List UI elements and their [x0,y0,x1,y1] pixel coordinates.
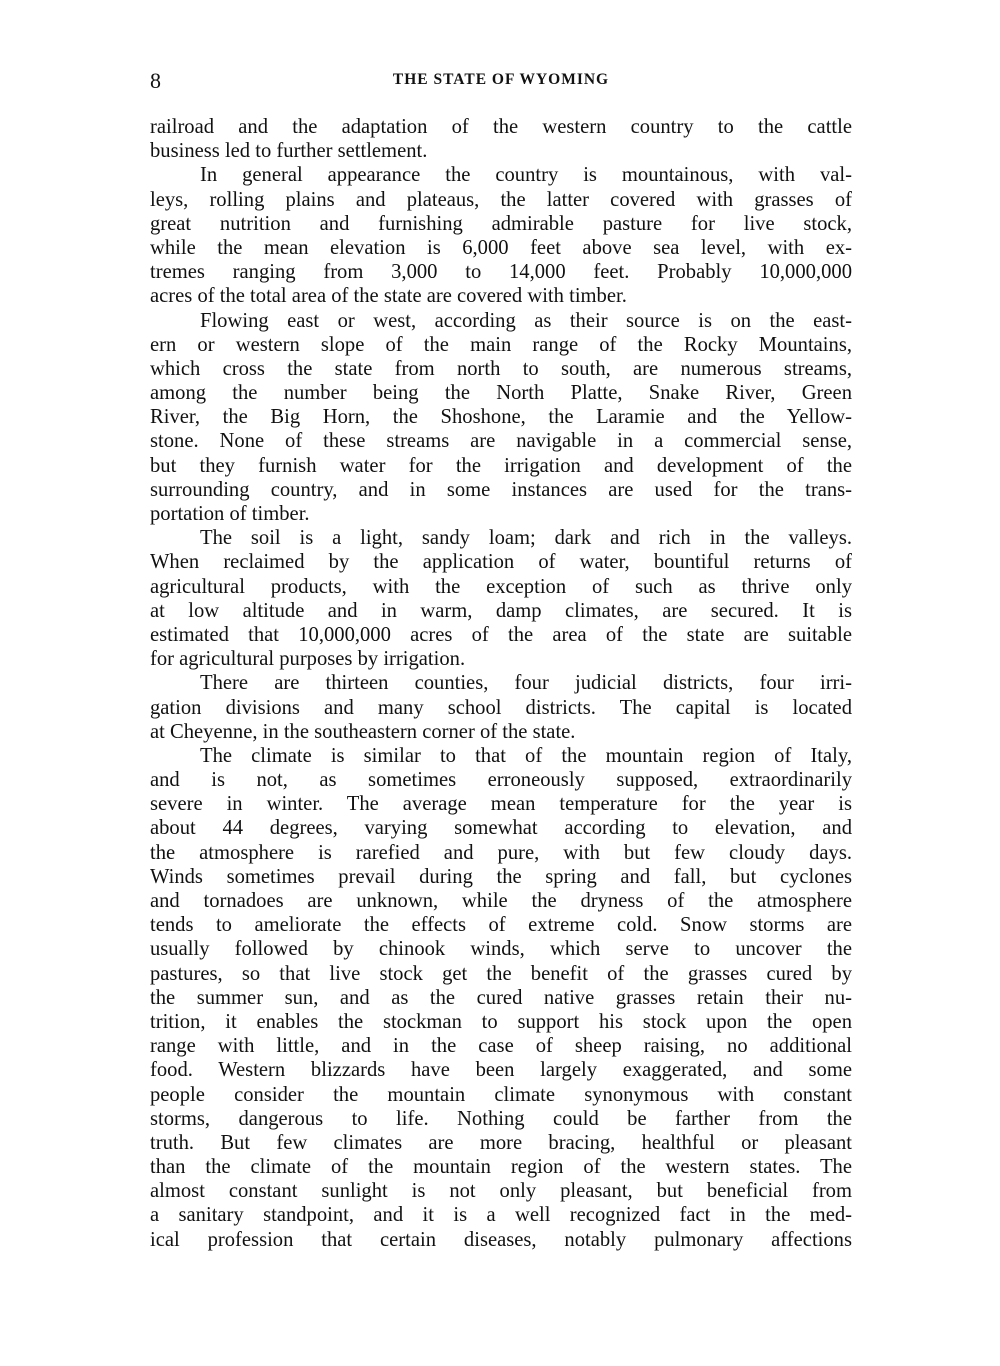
text-line: stone. None of these streams are navigable in a commercial sense, [150,430,852,453]
text-line: business led to further settlement. [150,140,428,163]
text-line: among the number being the North Platte, Snake River, Green [150,382,852,405]
text-line: and tornadoes are unknown, while the dryness of the atmosphere [150,890,852,912]
page-number: 8 [150,68,161,93]
text-line: usually followed by chinook winds, which serve to uncover the [150,938,852,961]
text-line: ern or western slope of the main range of the Rocky Mountains, [150,333,852,356]
text-line: and is not, as sometimes erroneously supposed, extraordinarily [150,769,852,792]
text-line: The soil is a light, sandy loam; dark and rich in the valleys. [200,527,852,550]
page-header [150,68,852,94]
text-line: which cross the state from north to south, are numerous streams, [150,357,852,380]
text-line: trition, it enables the stockman to support his stock upon the open [150,1010,852,1033]
text-line: Winds sometimes prevail during the spring and fall, but cyclones [150,865,852,888]
text-line: almost constant sunlight is not only pleasant, but beneficial from [150,1180,852,1203]
text-line: severe in winter. The average mean temperature for the year is [150,793,852,816]
text-line: In general appearance the country is mountainous, with val- [200,164,852,187]
text-line: than the climate of the mountain region of the western states. The [150,1156,852,1179]
text-line: River, the Big Horn, the Shoshone, the Laramie and the Yellow- [150,406,852,429]
text-line: truth. But few climates are more bracing, healthful or pleasant [150,1131,852,1154]
running-title: THE STATE OF WYOMING [392,71,610,88]
text-line: When reclaimed by the application of water, bountiful returns of [150,551,852,574]
text-line: a sanitary standpoint, and it is a well recognized fact in the med- [150,1204,852,1227]
text-line: tremes ranging from 3,000 to 14,000 feet. Probably 10,000,000 [150,261,852,284]
text-line: for agricultural purposes by irrigation. [150,648,466,671]
text-line: ical profession that certain diseases, notably pulmonary affections [150,1228,852,1251]
body-text [150,115,852,1252]
text-line: Flowing east or west, according as their source is on the east- [200,309,852,332]
text-line: pastures, so that live stock get the benefit of the grasses cured by [150,962,852,985]
text-line: There are thirteen counties, four judicial districts, four irri- [200,672,852,695]
text-line: at Cheyenne, in the southeastern corner of the state. [150,720,576,743]
text-line: the atmosphere is rarefied and pure, with but few cloudy days. [150,841,852,864]
text-line: while the mean elevation is 6,000 feet above sea level, with ex- [150,236,852,259]
text-line: great nutrition and furnishing admirable pasture for live stock, [150,212,852,235]
text-line: but they furnish water for the irrigation and development of the [150,454,852,477]
text-line: people consider the mountain climate synonymous with constant [150,1083,852,1106]
text-line: food. Western blizzards have been largely exaggerated, and some [150,1059,852,1082]
text-line: agricultural products, with the exception of such as thrive only [150,575,852,598]
text-line: the summer sun, and as the cured native grasses retain their nu- [150,986,852,1009]
text-line: The climate is similar to that of the mountain region of Italy, [200,744,852,767]
text-line: estimated that 10,000,000 acres of the area of the state are suitable [150,623,852,646]
text-line: storms, dangerous to life. Nothing could be farther from the [150,1107,852,1130]
text-line: about 44 degrees, varying somewhat according to elevation, and [150,817,852,840]
text-line: tends to ameliorate the effects of extreme cold. Snow storms are [150,914,852,937]
text-line: portation of timber. [150,503,310,525]
text-line: range with little, and in the case of sheep raising, no additional [150,1035,852,1058]
text-line: surrounding country, and in some instances are used for the trans- [150,478,852,501]
text-line: gation divisions and many school districts. The capital is located [150,696,852,719]
text-line: railroad and the adaptation of the western country to the cattle [150,116,852,138]
text-line: at low altitude and in warm, damp climates, are secured. It is [150,599,852,622]
text-line: acres of the total area of the state are covered with timber. [150,285,627,308]
text-line: leys, rolling plains and plateaus, the latter covered with grasses of [150,188,852,211]
